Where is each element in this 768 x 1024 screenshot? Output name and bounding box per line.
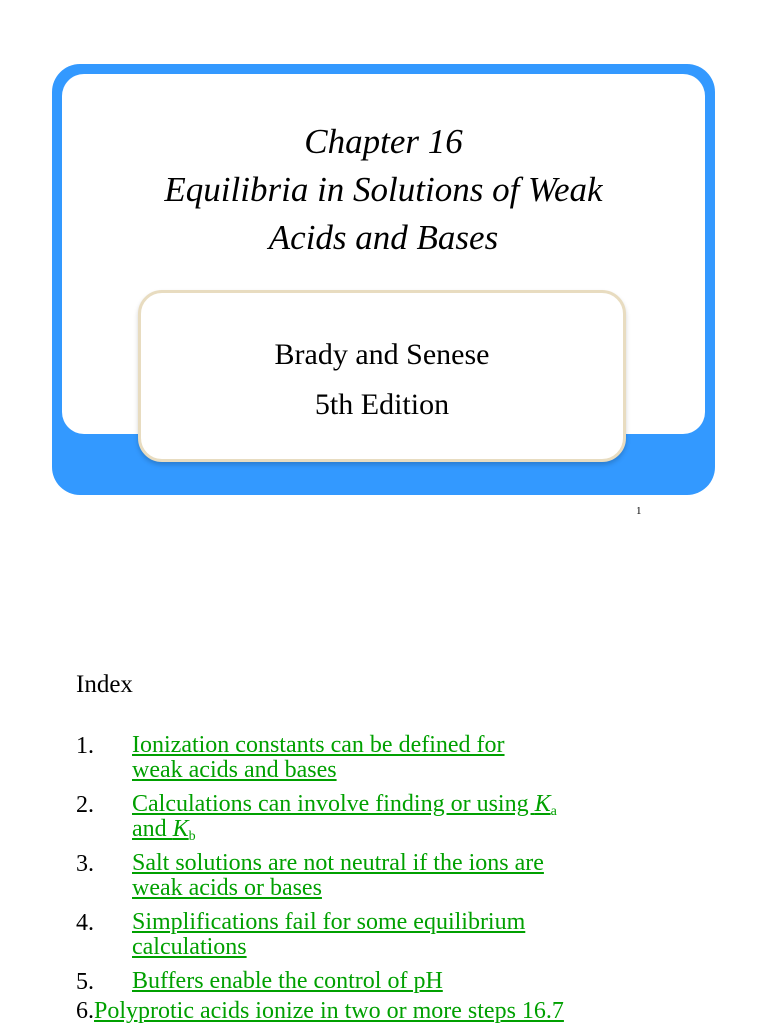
link-line: Ionization constants can be defined for (132, 732, 505, 758)
link-text: Calculations can involve finding or using (132, 791, 535, 817)
index-item-6 (76, 999, 696, 1024)
item-number: 3. (76, 851, 94, 877)
index-item-2 (76, 792, 696, 851)
item-number: 2. (76, 792, 94, 818)
subtitle-edition: 5th Edition (314, 388, 450, 421)
item-number: 1. (76, 733, 94, 759)
item-number: 6. (76, 998, 94, 1024)
link-line: calculations (132, 934, 247, 960)
link-line (132, 792, 696, 817)
index-heading: Index (76, 671, 133, 698)
kb-subscript: b (188, 829, 196, 844)
index-link-buffers[interactable] (132, 969, 696, 994)
link-line: weak acids or bases (132, 875, 322, 901)
subtitle-box (138, 290, 626, 462)
index-item-4 (76, 910, 696, 969)
item-number: 4. (76, 910, 94, 936)
link-line (132, 817, 696, 842)
index-item-3 (76, 851, 696, 910)
title-slide (52, 64, 715, 495)
index-item-1 (76, 733, 696, 792)
index-list (76, 733, 696, 1024)
index-link-salt-solutions[interactable] (132, 851, 696, 901)
ka-symbol: K (534, 791, 551, 817)
index-link-simplifications[interactable] (132, 910, 696, 960)
item-number: 5. (76, 969, 94, 995)
ka-subscript: a (550, 804, 557, 819)
link-line: weak acids and bases (132, 757, 337, 783)
index-item-5 (76, 969, 696, 999)
title-line-2: Equilibria in Solutions of Weak (164, 170, 603, 209)
link-text: and (132, 816, 173, 842)
index-link-ionization-constants[interactable] (132, 733, 696, 783)
slide-title (52, 118, 715, 262)
subtitle-authors: Brady and Senese (274, 338, 490, 371)
title-line-1: Chapter 16 (304, 122, 463, 161)
index-link-calculations-ka-kb[interactable] (132, 792, 696, 842)
link-line: Simplifications fail for some equilibrium (132, 909, 526, 935)
link-line: Salt solutions are not neutral if the ions are (132, 850, 544, 876)
index-link-polyprotic-acids[interactable]: Polyprotic acids ionize in two or more steps 16.7 (94, 998, 564, 1024)
link-line: Buffers enable the control of pH (132, 968, 443, 994)
slide-number: 1 (636, 505, 642, 517)
title-line-3: Acids and Bases (268, 218, 499, 257)
kb-symbol: K (172, 816, 189, 842)
